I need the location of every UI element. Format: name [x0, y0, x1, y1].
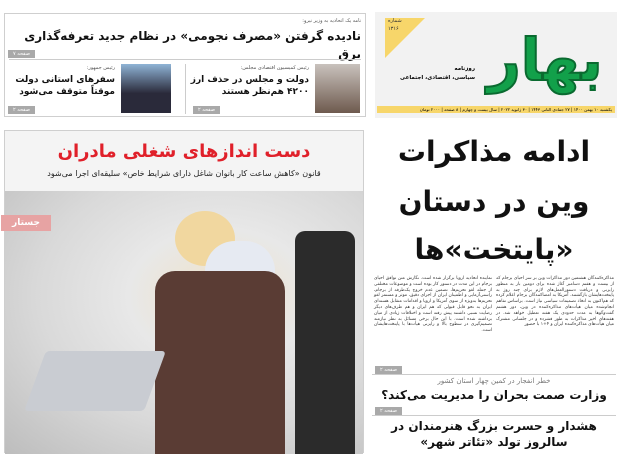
mother-body — [155, 271, 285, 454]
page-tag[interactable]: صفحه ۲ — [375, 366, 402, 374]
divider — [9, 59, 361, 60]
divider — [372, 415, 616, 416]
top-story-headline[interactable]: نادیده گرفتن «مصرف نجومی» در نظام جدید تعرفه‌گذاری برق — [24, 29, 361, 61]
issue-number: ۱۳۱۶ — [388, 26, 399, 32]
feature-ribbon: جستار — [1, 215, 51, 231]
top-stories-box — [4, 13, 366, 117]
chair — [295, 231, 355, 454]
feature-subhead: قانون «کاهش ساعت کار بانوان شاغل دارای شرایط خاص» سلیقه‌ای اجرا می‌شود — [47, 169, 321, 178]
top-story-kicker: نامه یک اتحادیه به وزیر نیرو: — [302, 18, 361, 24]
divider — [372, 374, 616, 375]
newspaper-logo[interactable]: بهار — [487, 26, 603, 94]
main-body-left-column: نماینده اتحادیه اروپا برگزار شده است. نگارش متن توافق احیای برجام در این مدت در دستور کار بوده است و موضوعات مختلفی از جمله لغو تحریم‌ها، تضمین عدم خروج یک‌طرفه از برجام، راستی‌آزمایی و اطمینان ایران از اجرای دقیق، موثر و مستمر لغو تحریم‌ها به‌ویژه از سوی آمریکا و اروپا و اقدامات متقابل هسته‌ای ایران به نحو قابل قبولی که هم ایران و هم طرف‌های دیگر رضایت نسبی داشتند پیش رفته است و اختلافات زیادی از میان برداشته شده است. با این حال برخی مسائل به نظر نیازمند تصمیم‌گیری در سطوح بالا و رایزنی هیأت‌ها با پایتخت‌هایشان است. — [374, 276, 492, 334]
tagline-2: سیاسی، اقتصادی، اجتماعی — [400, 75, 475, 81]
feature-box — [4, 130, 364, 453]
dateline: یکشنبه ۱۰ بهمن ۱۴۰۰ | ۲۷ جمادی الثانی ۱۴۴۳ | ۳۰ ژانویه ۲۰۲۲ | سال بیست و چهارم | ۸ صفحه | ۲۰۰۰ تومان — [377, 106, 615, 113]
story2-kicker: خطر انفجار در کمین چهار استان کشور — [437, 377, 551, 385]
brief-left-kicker: رئیس جمهور: — [86, 65, 115, 71]
page-tag[interactable]: صفحه ۷ — [8, 50, 35, 58]
story3-headline[interactable]: هشدار و حسرت بزرگ هنرمندان در سالروز تولد «تئاتر شهر» — [391, 419, 597, 449]
page-tag[interactable]: صفحه ۲ — [193, 106, 220, 114]
page-tag[interactable]: صفحه ۲ — [375, 407, 402, 415]
divider — [185, 64, 186, 114]
masthead — [375, 12, 617, 118]
brief-left-headline[interactable]: سفرهای استانی دولت موقتاً متوقف می‌شود — [15, 75, 115, 97]
issue-badge — [385, 18, 425, 58]
brief-right-kicker: رئیس کمیسیون اقتصادی مجلس: — [240, 65, 309, 71]
laptop — [24, 351, 166, 411]
page-tag[interactable]: صفحه ۲ — [8, 106, 35, 114]
issue-label: شماره — [388, 18, 402, 24]
photo-president — [121, 64, 171, 113]
feature-photo — [5, 191, 363, 454]
story2-headline[interactable]: وزارت صمت بحران را مدیریت می‌کند؟ — [381, 388, 607, 402]
brief-right-headline[interactable]: دولت و مجلس در حذف ارز ۴۲۰۰ هم‌نظر هستند — [190, 75, 309, 97]
photo-mp — [315, 64, 360, 113]
main-headline-1[interactable]: ادامه مذاکرات — [397, 135, 591, 168]
tagline-1: روزنامه — [454, 66, 475, 72]
main-headline-3[interactable]: «پایتخت»ها — [414, 233, 574, 266]
main-body-right-column: مذاکره‌کنندگان هشتمین دور مذاکرات وین بر سر احیای برجام که از بیست و هفتم دسامبر آغاز شده برای دومین بار به منظور رایزنی و دریافت دستورالعمل‌های لازم برای چند روز به پایتخت‌هایشان بازگشتند. آمریکا به امضاکنندگان برجام اعلام کرده که هم‌اکنون به اتخاذ تصمیمات سیاسی نیاز است. براساس تفاهم انجام‌شده میان هیأت‌های مذاکره‌کننده در وین، دور هشتم گفت‌وگوها به مدت حدودی یک هفته تعطیل خواهد شد. در هفته‌های اخیر مذاکرات به طور فشرده و در جلساتی مشترک میان هیأت‌های مذاکره‌کننده ایران و ۴+۱ با حضور — [496, 276, 614, 328]
feature-headline[interactable]: دست اندازهای شغلی مادران — [57, 141, 311, 162]
main-headline-2[interactable]: وین در دستان — [398, 185, 590, 218]
